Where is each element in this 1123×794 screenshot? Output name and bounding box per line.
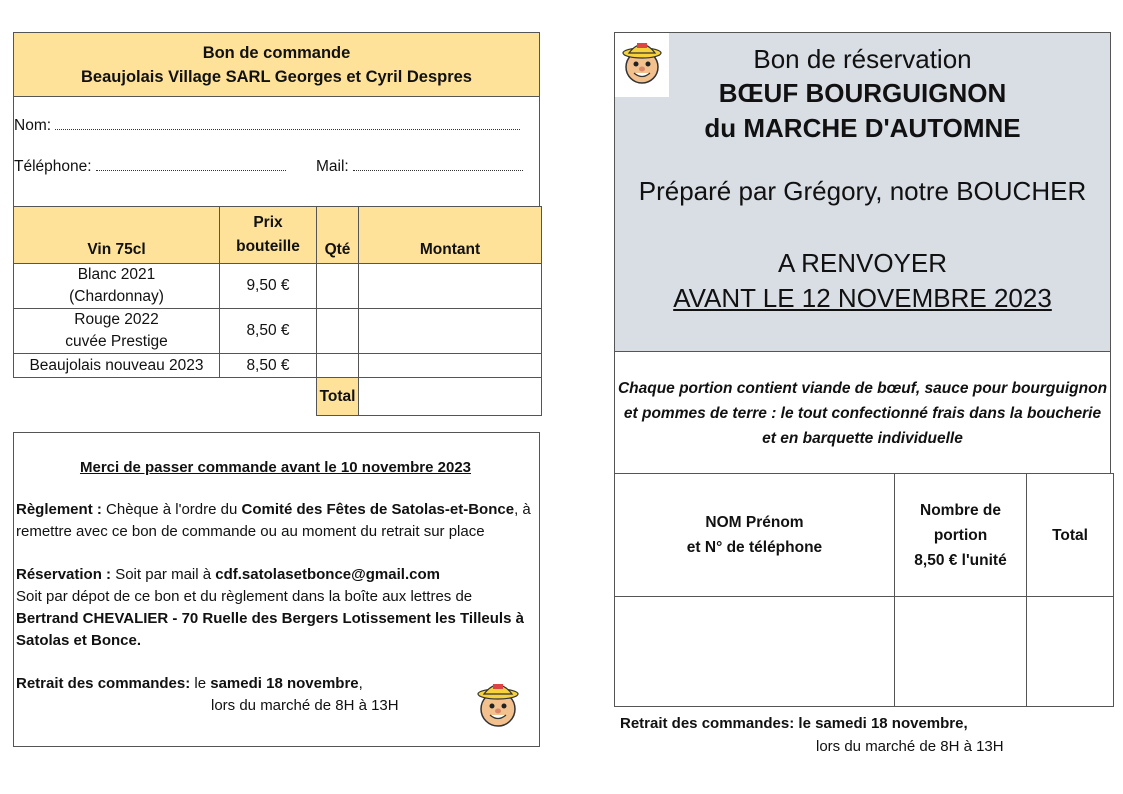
reservation-label: Réservation :: [16, 566, 112, 583]
wine-name: Blanc 2021: [77, 266, 156, 283]
return-deadline: AVANT LE 12 NOVEMBRE 2023: [673, 283, 1052, 313]
reservation-table-header: [615, 474, 1114, 597]
order-deadline: Merci de passer commande avant le 10 novembre 2023: [79, 459, 472, 476]
header-unit-price: 8,50 € l'unité: [914, 551, 1007, 569]
header-qty: Qté: [317, 207, 359, 264]
total-amount-cell[interactable]: [359, 378, 542, 416]
header-price: [220, 207, 317, 264]
dish-name: BŒUF BOURGUIGNON: [718, 78, 1007, 108]
pickup-text: le: [190, 675, 211, 692]
wine-name: Rouge 2022: [74, 311, 159, 328]
return-label: A RENVOYER: [777, 248, 948, 278]
amount-cell[interactable]: [359, 354, 542, 378]
payment-paragraph: [16, 499, 535, 543]
phone-label: Téléphone:: [14, 158, 96, 175]
prepared-by: Préparé par Grégory, notre BOUCHER: [638, 176, 1087, 206]
reservation-dropoff: Soit par dépot de ce bon et du règlement dans la boîte aux lettres de: [16, 588, 473, 605]
reservation-email[interactable]: cdf.satolasetbonce@gmail.com: [215, 566, 440, 583]
reservation-paragraph: [16, 564, 535, 586]
header-phone: et N° de téléphone: [686, 539, 823, 556]
resa-pickup-hours: lors du marché de 8H à 13H: [816, 738, 1004, 755]
phone-field[interactable]: [96, 169, 286, 171]
name-label: Nom:: [14, 117, 56, 134]
wine-detail: cuvée Prestige: [65, 333, 168, 350]
mail-field[interactable]: [353, 169, 523, 171]
reservation-address: Bertrand CHEVALIER - 70 Ruelle des Bergers Lotissement les Tilleuls à Satolas et Bonce.: [16, 610, 524, 649]
reservation-description: Chaque portion contient viande de bœuf, sauce pour bourguignon et pommes de terre : le tout confectionné frais dans la boucherie et en barquette individuelle: [614, 351, 1111, 474]
price-cell: 9,50 €: [220, 264, 317, 309]
resa-pickup-date: le samedi 18 novembre,: [794, 715, 968, 732]
portions-cell[interactable]: [895, 597, 1027, 707]
pickup-comma: ,: [358, 675, 363, 692]
wine-detail: (Chardonnay): [69, 288, 164, 305]
wine-cell: Beaujolais nouveau 2023: [14, 354, 220, 378]
header-portions: [895, 474, 1027, 597]
reservation-text: Soit par mail à: [111, 566, 216, 583]
wine-order-subtitle: Beaujolais Village SARL Georges et Cyril Despres: [81, 68, 472, 86]
table-row: [615, 597, 1114, 707]
amount-cell[interactable]: [359, 309, 542, 354]
name-phone-cell[interactable]: [615, 597, 895, 707]
name-row: [14, 117, 520, 135]
price-cell: 8,50 €: [220, 309, 317, 354]
mail-row: [316, 158, 523, 176]
header-price-line2: bouteille: [236, 238, 300, 255]
table-row: [14, 354, 542, 378]
table-row: [14, 309, 542, 354]
resa-pickup-line: [620, 712, 1004, 735]
info-box: [13, 432, 540, 747]
header-wine: Vin 75cl: [14, 207, 220, 264]
total-cell[interactable]: [1027, 597, 1114, 707]
mail-label: Mail:: [316, 158, 354, 175]
reservation-table: [614, 473, 1114, 707]
wine-table: [13, 206, 542, 416]
table-row: [14, 264, 542, 309]
pickup-label: Retrait des commandes:: [16, 675, 191, 692]
pickup-date: samedi 18 novembre: [210, 675, 359, 692]
header-portions-line1: Nombre de: [920, 501, 1001, 519]
resa-pickup-label: Retrait des commandes:: [620, 715, 795, 732]
wine-cell: [14, 309, 220, 354]
wine-order-title: Bon de commande: [202, 44, 351, 62]
payment-label: Règlement :: [16, 501, 102, 518]
payment-text: Chèque à l'ordre du: [101, 501, 242, 518]
header-total: Total: [1027, 474, 1114, 597]
header-price-line1: Prix: [253, 214, 283, 231]
payment-text-end: , à remettre avec ce bon de commande ou au moment du retrait sur place: [16, 501, 531, 540]
qty-cell[interactable]: [317, 354, 359, 378]
name-field[interactable]: [55, 128, 520, 130]
comite-logo-icon: [468, 678, 528, 740]
price-cell: 8,50 €: [220, 354, 317, 378]
pickup-hours: lors du marché de 8H à 13H: [211, 697, 399, 714]
event-name: du MARCHE D'AUTOMNE: [704, 113, 1021, 143]
qty-cell[interactable]: [317, 309, 359, 354]
phone-row: [14, 158, 534, 176]
header-name: NOM Prénom: [705, 514, 804, 531]
qty-cell[interactable]: [317, 264, 359, 309]
pickup-paragraph: [16, 673, 535, 695]
wine-cell: [14, 264, 220, 309]
total-label: Total: [317, 378, 359, 416]
wine-table-header: [14, 207, 542, 264]
payment-org: Comité des Fêtes de Satolas-et-Bonce: [241, 501, 515, 518]
total-row: [14, 378, 542, 416]
comite-logo-icon: [615, 33, 669, 97]
contact-box: [13, 97, 540, 207]
header-name-phone: [615, 474, 895, 597]
wine-order-header: [13, 32, 540, 97]
header-amount: Montant: [359, 207, 542, 264]
amount-cell[interactable]: [359, 264, 542, 309]
resa-pickup: [620, 712, 1004, 758]
reservation-header: [614, 32, 1111, 352]
reservation-title: Bon de réservation: [753, 44, 972, 74]
header-portions-line2: portion: [933, 526, 988, 544]
